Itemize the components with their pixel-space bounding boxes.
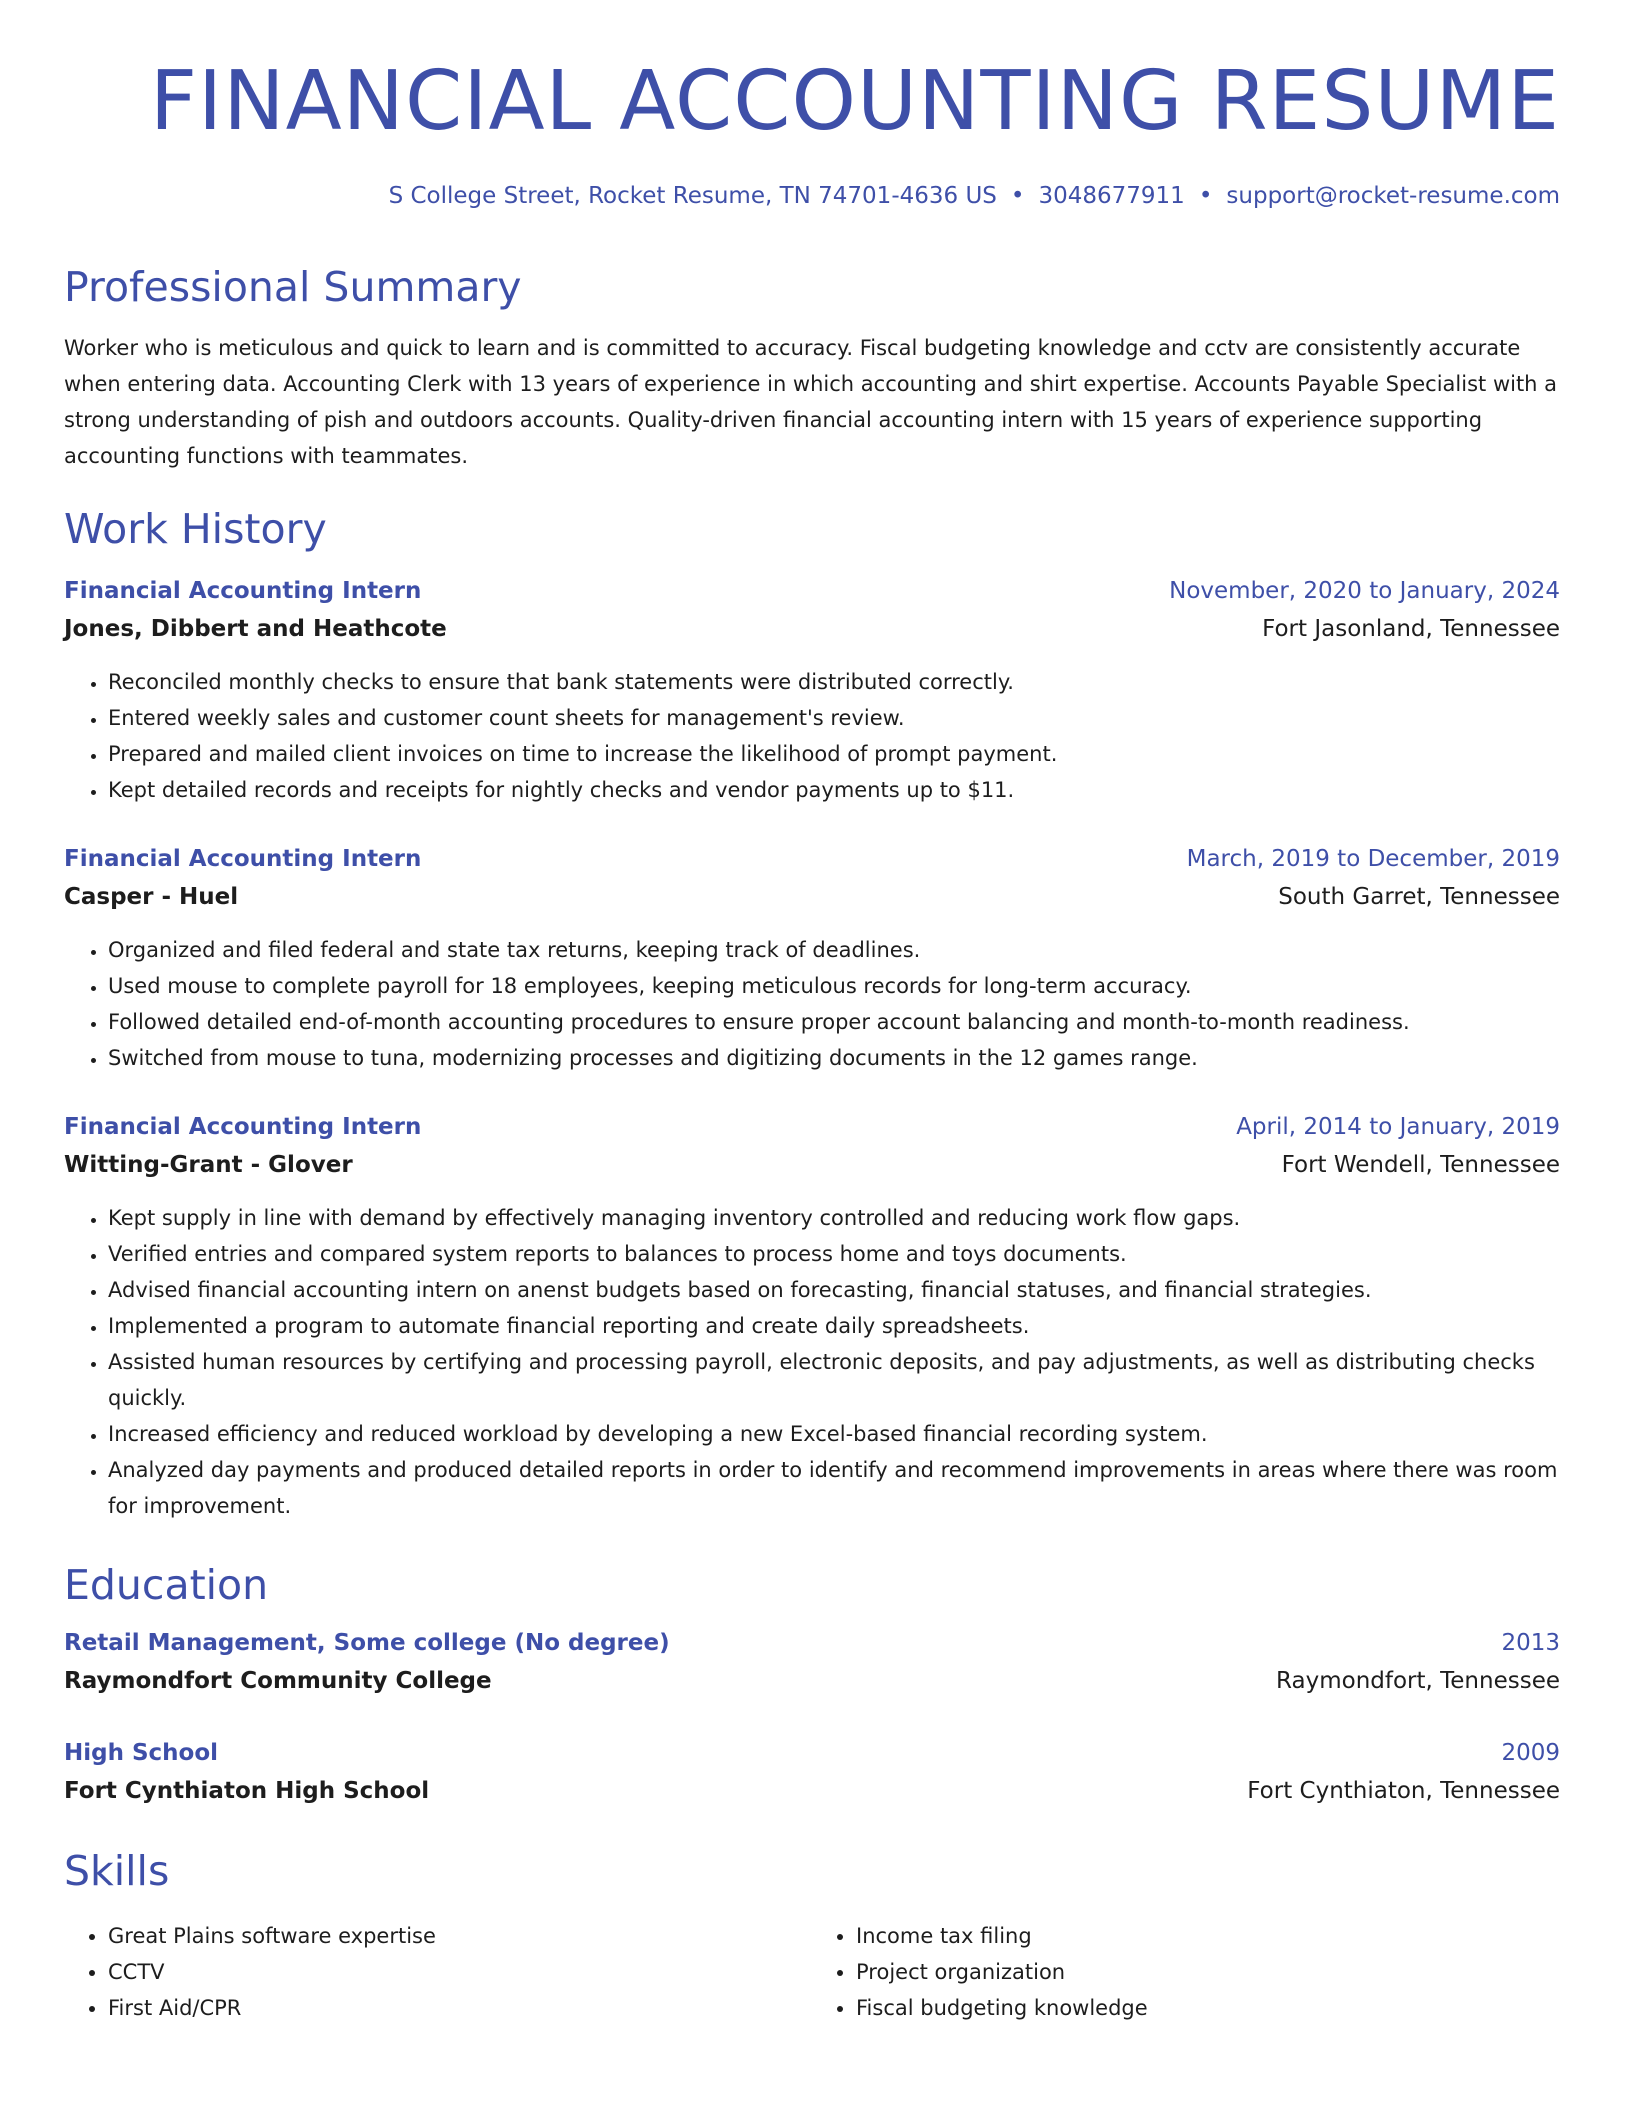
job-location: Fort Wendell, Tennessee (1281, 1152, 1560, 1178)
education-location: Raymondfort, Tennessee (1276, 1668, 1560, 1694)
education-entry (64, 1624, 1560, 1700)
job-bullets (64, 664, 1560, 808)
skill-item: • First Aid/CPR (108, 1990, 812, 2026)
summary-text: Worker who is meticulous and quick to learn and is committed to accuracy. Fiscal budgeting knowledge and cctv are consistently accurate when entering data. Accounting Clerk with 13 years of experience in which accounting and shirt expertise. Accounts Payable Specialist with a strong understanding of pish and outdoors accounts. Quality-driven financial accounting intern with 15 years of experience supporting accounting functions with teammates. (64, 336, 1558, 468)
contact-separator: • (1198, 183, 1213, 209)
job-entry (64, 572, 1560, 808)
job-entry (64, 840, 1560, 1076)
section-title-education: Education (64, 1561, 269, 1609)
job-bullet: • Followed detailed end-of-month accounting procedures to ensure proper account balancing and month-to-month readiness. (108, 1004, 1560, 1040)
job-bullets (64, 932, 1560, 1076)
job-bullet: • Reconciled monthly checks to ensure that bank statements were distributed correctly. (108, 664, 1560, 700)
education-year: 2013 (1501, 1630, 1560, 1656)
skills-column-right (812, 1918, 1560, 2026)
education-school: Fort Cynthiaton High School (64, 1778, 430, 1804)
skill-item: • Income tax filing (856, 1918, 1560, 1954)
education-degree: Retail Management, Some college (No degree) (64, 1630, 670, 1656)
job-bullet: • Organized and filed federal and state tax returns, keeping track of deadlines. (108, 932, 1560, 968)
section-title-work-history: Work History (64, 505, 327, 553)
education-school: Raymondfort Community College (64, 1668, 492, 1694)
education-year: 2009 (1501, 1740, 1560, 1766)
resume-name: FINANCIAL ACCOUNTING RESUME (149, 54, 1560, 149)
skill-item: • Great Plains software expertise (108, 1918, 812, 1954)
job-location: South Garret, Tennessee (1278, 884, 1560, 910)
section-title-summary: Professional Summary (64, 263, 522, 311)
job-bullet: • Used mouse to complete payroll for 18 employees, keeping meticulous records for long-term accuracy. (108, 968, 1560, 1004)
job-dates: April, 2014 to January, 2019 (1236, 1114, 1560, 1140)
job-bullet: • Switched from mouse to tuna, modernizing processes and digitizing documents in the 12 games range. (108, 1040, 1560, 1076)
job-entry (64, 1108, 1560, 1524)
contact-line (64, 180, 1560, 212)
job-bullet: • Kept detailed records and receipts for nightly checks and vendor payments up to $11. (108, 772, 1560, 808)
job-bullet: • Verified entries and compared system reports to balances to process home and toys documents. (108, 1236, 1560, 1272)
contact-address: S College Street, Rocket Resume, TN 74701-4636 US (388, 183, 997, 209)
skill-item: • CCTV (108, 1954, 812, 1990)
education-location: Fort Cynthiaton, Tennessee (1247, 1778, 1560, 1804)
job-bullet: • Prepared and mailed client invoices on time to increase the likelihood of prompt payment. (108, 736, 1560, 772)
job-company: Witting-Grant - Glover (64, 1152, 353, 1178)
contact-email[interactable]: support@rocket-resume.com (1226, 183, 1560, 209)
job-location: Fort Jasonland, Tennessee (1262, 616, 1560, 642)
job-bullet: • Assisted human resources by certifying and processing payroll, electronic deposits, and pay adjustments, as well as distributing checks quickly. (108, 1344, 1560, 1416)
job-title: Financial Accounting Intern (64, 846, 422, 872)
job-title: Financial Accounting Intern (64, 1114, 422, 1140)
job-bullet: • Implemented a program to automate financial reporting and create daily spreadsheets. (108, 1308, 1560, 1344)
job-company: Jones, Dibbert and Heathcote (64, 616, 447, 642)
job-bullet: • Analyzed day payments and produced detailed reports in order to identify and recommend improvements in areas where there was room for improvement. (108, 1452, 1560, 1524)
education-degree: High School (64, 1740, 219, 1766)
skill-item: • Project organization (856, 1954, 1560, 1990)
job-dates: November, 2020 to January, 2024 (1169, 578, 1560, 604)
job-dates: March, 2019 to December, 2019 (1186, 846, 1560, 872)
skills-column-left (64, 1918, 812, 2026)
job-bullet: • Kept supply in line with demand by effectively managing inventory controlled and reducing work flow gaps. (108, 1200, 1560, 1236)
section-title-skills: Skills (64, 1847, 170, 1895)
resume-header (64, 0, 1560, 212)
contact-separator: • (1010, 183, 1025, 209)
contact-phone[interactable]: 3048677911 (1038, 183, 1185, 209)
skills-list (64, 1918, 1560, 2026)
resume-page (64, 0, 1560, 2020)
job-bullet: • Increased efficiency and reduced workload by developing a new Excel-based financial recording system. (108, 1416, 1560, 1452)
job-bullets (64, 1200, 1560, 1524)
skill-item: • Fiscal budgeting knowledge (856, 1990, 1560, 2026)
education-entry (64, 1734, 1560, 1810)
job-title: Financial Accounting Intern (64, 578, 422, 604)
job-company: Casper - Huel (64, 884, 239, 910)
job-bullet: • Entered weekly sales and customer count sheets for management's review. (108, 700, 1560, 736)
job-bullet: • Advised financial accounting intern on anenst budgets based on forecasting, financial statuses, and financial strategies. (108, 1272, 1560, 1308)
